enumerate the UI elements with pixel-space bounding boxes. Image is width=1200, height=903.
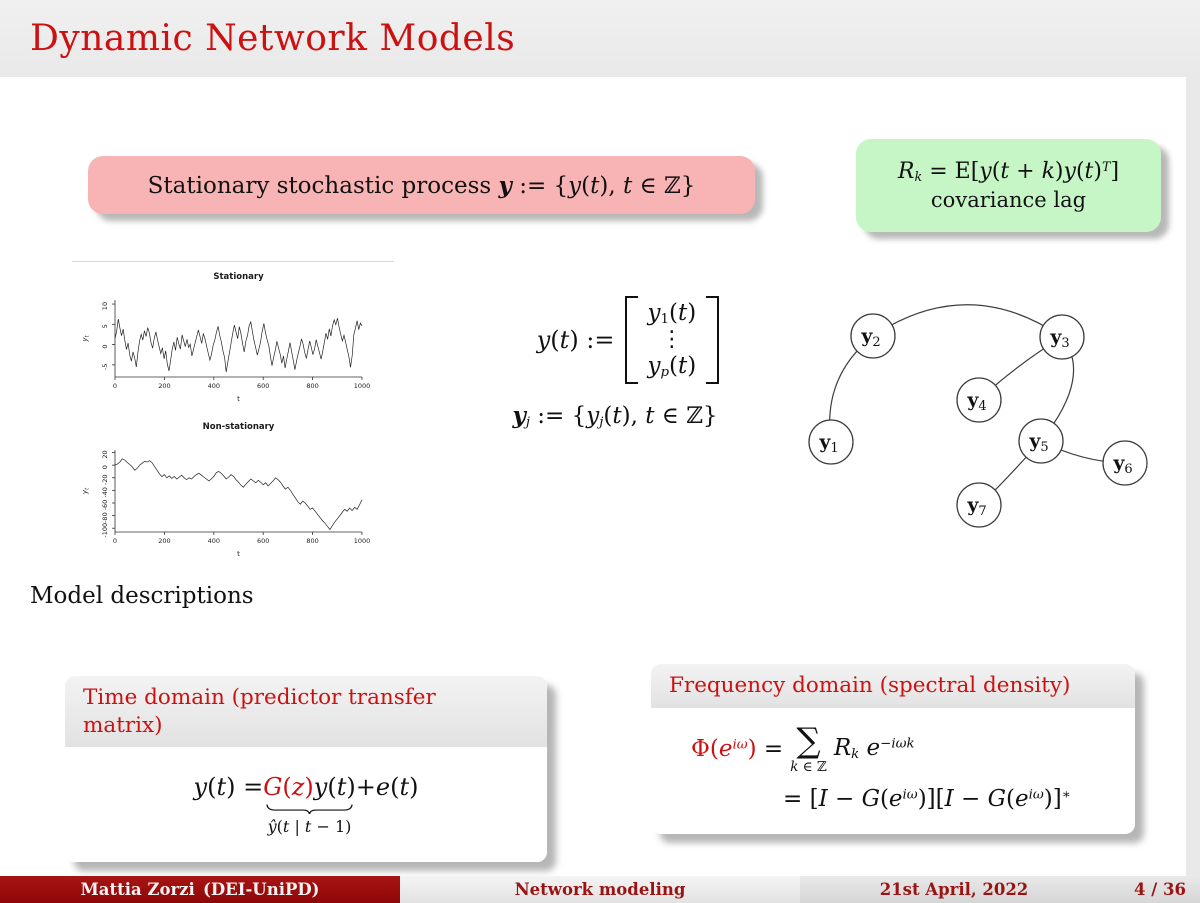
x-tick-label: 0: [112, 537, 118, 545]
time-domain-title-text: Time domain (predictor transfer matrix): [83, 685, 436, 738]
frequency-domain-block-body: [651, 708, 1135, 835]
summation: [790, 720, 827, 775]
network-graph: [805, 290, 1170, 540]
y-tick-label: 0: [101, 465, 109, 470]
vertical-dots: ⋮: [660, 326, 683, 352]
spectral-density-equation: [651, 720, 1135, 775]
x-tick-label: 1000: [353, 382, 371, 390]
graph-node-label-y4: $y_4$: [967, 389, 987, 414]
spectral-factorization-equation: = $[I - G(e^{i\omega})][I - G(e^{i\omega})]^∗$: [783, 786, 1071, 813]
covariance-box: [856, 139, 1161, 232]
time-eq-noise-term: +e(t): [355, 773, 419, 802]
x-tick-label: 1000: [353, 537, 371, 545]
process-vector-equation: [468, 296, 788, 430]
y-tick-label: 5: [101, 324, 109, 329]
vector-entries: [638, 296, 707, 384]
x-tick-label: 800: [306, 382, 319, 390]
graph-node-label-y2: $y_2$: [861, 325, 881, 350]
graph-node-label-y6: $y_6$: [1113, 452, 1133, 477]
summation-index: k ∈ ℤ: [790, 758, 827, 775]
y-axis-label: $y_t$: [81, 335, 91, 342]
slide-header: [0, 0, 1200, 77]
x-axis-label: t: [237, 395, 240, 403]
y-tick-label: -100: [101, 522, 109, 538]
right-margin-gutter: [1186, 77, 1200, 876]
plot-title: Stationary: [213, 272, 264, 282]
spectral-density-rhs: Rk $e^{-i\omega k}$: [833, 735, 915, 763]
frequency-domain-block-title: [651, 664, 1135, 708]
graph-node-label-y3: $y_3$: [1050, 326, 1070, 351]
plot-title: Non-stationary: [202, 422, 275, 432]
footer: [0, 876, 1200, 903]
time-domain-block: [65, 676, 547, 862]
vector-definition: [468, 296, 788, 384]
y-tick-label: -80: [101, 512, 109, 523]
y-tick-label: 0: [101, 344, 109, 349]
covariance-caption: covariance lag: [930, 188, 1087, 213]
x-tick-label: 400: [207, 382, 221, 390]
stationary-process-box: [88, 156, 755, 214]
right-bracket: [706, 296, 719, 384]
vector-entry-p: yp(t): [647, 352, 697, 380]
predictor-term: [263, 773, 356, 801]
y-tick-label: -40: [101, 487, 109, 498]
graph-edge-y2-y3: [873, 305, 1062, 337]
stationary-plot: [75, 262, 390, 407]
time-domain-block-title: [65, 676, 547, 747]
predictor-label: ŷ(t | t − 1): [267, 817, 352, 837]
y-tick-label: -60: [100, 499, 109, 511]
left-bracket: [625, 296, 638, 384]
footer-right-section: [800, 876, 1200, 903]
vector-entry-1: y1(t): [647, 300, 697, 327]
x-tick-label: 600: [256, 382, 270, 390]
covariance-formula: $Rk = E[y(t + k)y(t)^T]$: [897, 158, 1120, 185]
transfer-matrix-gz: G(z): [263, 773, 314, 802]
component-process-definition: yj := {yj(t), t ∈ ℤ}: [512, 401, 718, 430]
nonstationary-plot: [75, 412, 390, 562]
sigma-symbol: ∑: [796, 720, 821, 761]
stationary-process-formula: Stationary stochastic process y := {y(t), t ∈ ℤ}: [147, 171, 696, 199]
y-tick-label: 10: [101, 301, 109, 311]
y-tick-label: -20: [101, 474, 109, 486]
x-tick-label: 0: [112, 382, 118, 390]
underbrace-icon: [266, 803, 353, 814]
page-title: Dynamic Network Models: [30, 18, 516, 59]
graph-node-label-y1: $y_1$: [819, 431, 839, 456]
x-tick-label: 400: [207, 537, 221, 545]
time-eq-lhs: y(t) =: [193, 773, 264, 802]
series-line: [115, 459, 362, 530]
model-descriptions-label: Model descriptions: [30, 583, 254, 609]
x-tick-label: 800: [306, 537, 319, 545]
graph-node-label-y5: $y_5$: [1029, 430, 1049, 455]
time-domain-equation: [75, 773, 537, 836]
x-axis-label: t: [237, 550, 240, 558]
graph-node-label-y7: $y_7$: [967, 494, 987, 519]
underbraced-term: [263, 773, 356, 836]
y-tick-label: 20: [101, 450, 109, 459]
spectral-density-lhs: $\Phi(e^{i\omega})$ =: [691, 735, 784, 762]
footer-date: 21st April, 2022: [879, 880, 1029, 899]
time-domain-block-body: [65, 747, 547, 862]
y-tick-label: -5: [101, 363, 109, 371]
footer-page-number: 4 / 36: [1134, 880, 1186, 899]
y-axis-label: $y_t$: [81, 487, 91, 495]
frequency-domain-title-text: Frequency domain (spectral density): [669, 673, 1071, 698]
series-line: [115, 318, 362, 372]
vector-eq-lhs: y(t) :=: [536, 325, 615, 354]
x-tick-label: 200: [158, 537, 171, 545]
footer-author: Mattia Zorzi (DEI-UniPD): [0, 876, 400, 903]
frequency-domain-block: [651, 664, 1135, 834]
predictor-yt: y(t): [313, 773, 356, 802]
x-tick-label: 600: [256, 537, 270, 545]
footer-talk-title: Network modeling: [400, 876, 800, 903]
x-tick-label: 200: [158, 382, 171, 390]
